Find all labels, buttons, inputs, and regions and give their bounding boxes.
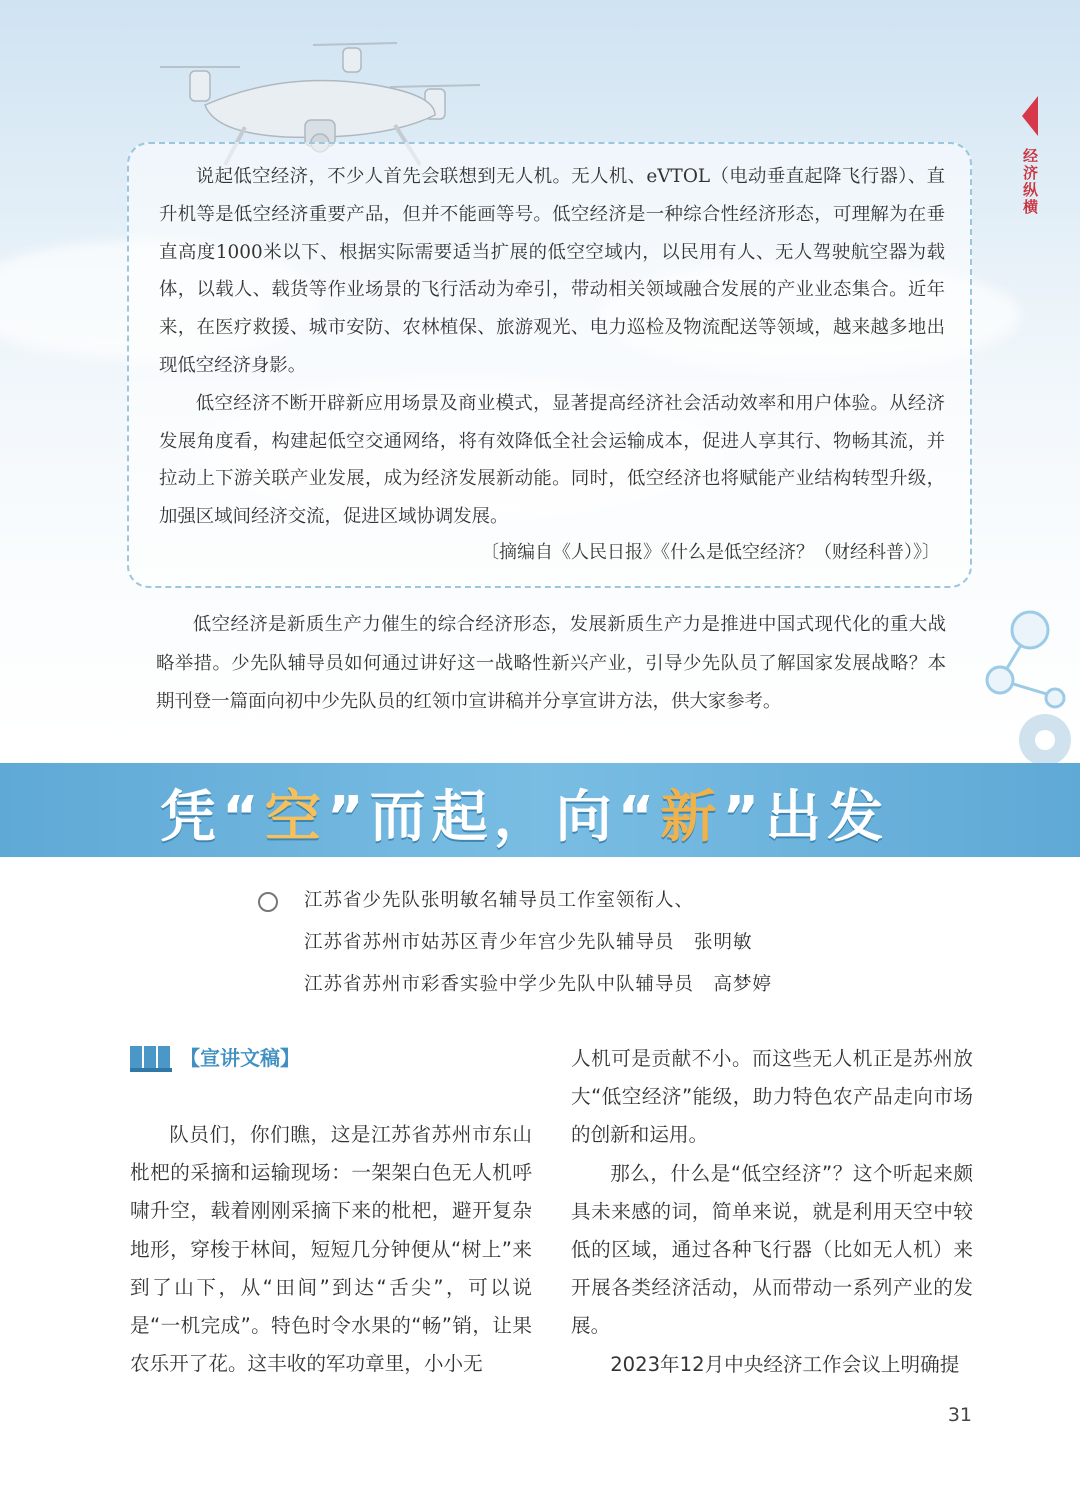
- quote-box: [127, 142, 972, 588]
- article-title: 凭“空”而起，向“新”出发: [160, 785, 890, 850]
- title-band: [0, 763, 1080, 857]
- bullet-circle-icon: [258, 892, 278, 912]
- title-highlight-kong: 空: [264, 785, 327, 850]
- author-line: 江苏省少先队张明敏名辅导员工作室领衔人、: [304, 890, 695, 911]
- speech-draft-title: 【宣讲文稿】: [180, 1046, 300, 1070]
- body-paragraph: 人机可是贡献不小。而这些无人机正是苏州放大“低空经济”能级，助力特色农产品走向市场的创新和运用。: [571, 1047, 973, 1147]
- author-line: 江苏省苏州市姑苏区青少年宫少先队辅导员 张明敏: [304, 932, 753, 953]
- intro-paragraph: 低空经济是新质生产力催生的综合经济形态，发展新质生产力是推进中国式现代化的重大战略举措。少先队辅导员如何通过讲好这一战略性新兴产业，引导少先队员了解国家发展战略？本期刊登一篇面向初中少先队员的红领巾宣讲稿并分享宣讲方法，供大家参考。: [156, 614, 946, 712]
- quote-source: 〔摘编自《人民日报》《什么是低空经济？（财经科普）》〕: [481, 542, 940, 563]
- body-paragraph: 队员们，你们瞧，这是江苏省苏州市东山枇杷的采摘和运输现场：一架架白色无人机呼啸升空，载着刚刚采摘下来的枇杷，避开复杂地形，穿梭于林间，短短几分钟便从“树上”来到了山下，从“田间”到达“舌尖”，可以说是“一机完成”。特色时令水果的“畅”销，让果农乐开了花。这丰收的军功章里，小小无: [130, 1123, 532, 1376]
- section-tab: [1016, 96, 1042, 216]
- page-number: 31: [947, 1404, 972, 1426]
- section-label: 经济纵横: [1021, 148, 1039, 216]
- title-highlight-xin: 新: [660, 785, 723, 850]
- left-column: [130, 1116, 532, 1383]
- intro-text: [156, 606, 946, 722]
- book-icon: [130, 1044, 176, 1072]
- author-line: 江苏省苏州市彩香实验中学少先队中队辅导员 高梦婷: [304, 974, 773, 995]
- molecule-gear-decoration: [930, 600, 1080, 770]
- body-paragraph: 那么，什么是“低空经济”？这个听起来颇具未来感的词，简单来说，就是利用天空中较低的区域，通过各种飞行器（比如无人机）来开展各类经济活动，从而带动一系列产业的发展。: [571, 1161, 973, 1338]
- body-paragraph: 2023年12月中央经济工作会议上明确提: [610, 1352, 960, 1376]
- quote-paragraph: 说起低空经济，不少人首先会联想到无人机。无人机、eVTOL（电动垂直起降飞行器）、直升机等是低空经济重要产品，但并不能画等号。低空经济是一种综合性经济形态，可理解为在垂直高度1000米以下、根据实际需要适当扩展的低空空域内，以民用有人、无人驾驶航空器为载体，以载人、载货等作业场景的飞行活动为牵引，带动相关领域融合发展的产业业态集合。近年来，在医疗救援、城市安防、农林植保、旅游观光、电力巡检及物流配送等领域，越来越多地出现低空经济身影。: [159, 166, 945, 376]
- quote-paragraph: 低空经济不断开辟新应用场景及商业模式，显著提高经济社会活动效率和用户体验。从经济发展角度看，构建起低空交通网络，将有效降低全社会运输成本，促进人享其行、物畅其流，并拉动上下游关联产业发展，成为经济发展新动能。同时，低空经济也将赋能产业结构转型升级，加强区域间经济交流，促进区域协调发展。: [159, 392, 945, 528]
- section-marker-icon: [1022, 96, 1038, 136]
- right-column: [571, 1040, 973, 1384]
